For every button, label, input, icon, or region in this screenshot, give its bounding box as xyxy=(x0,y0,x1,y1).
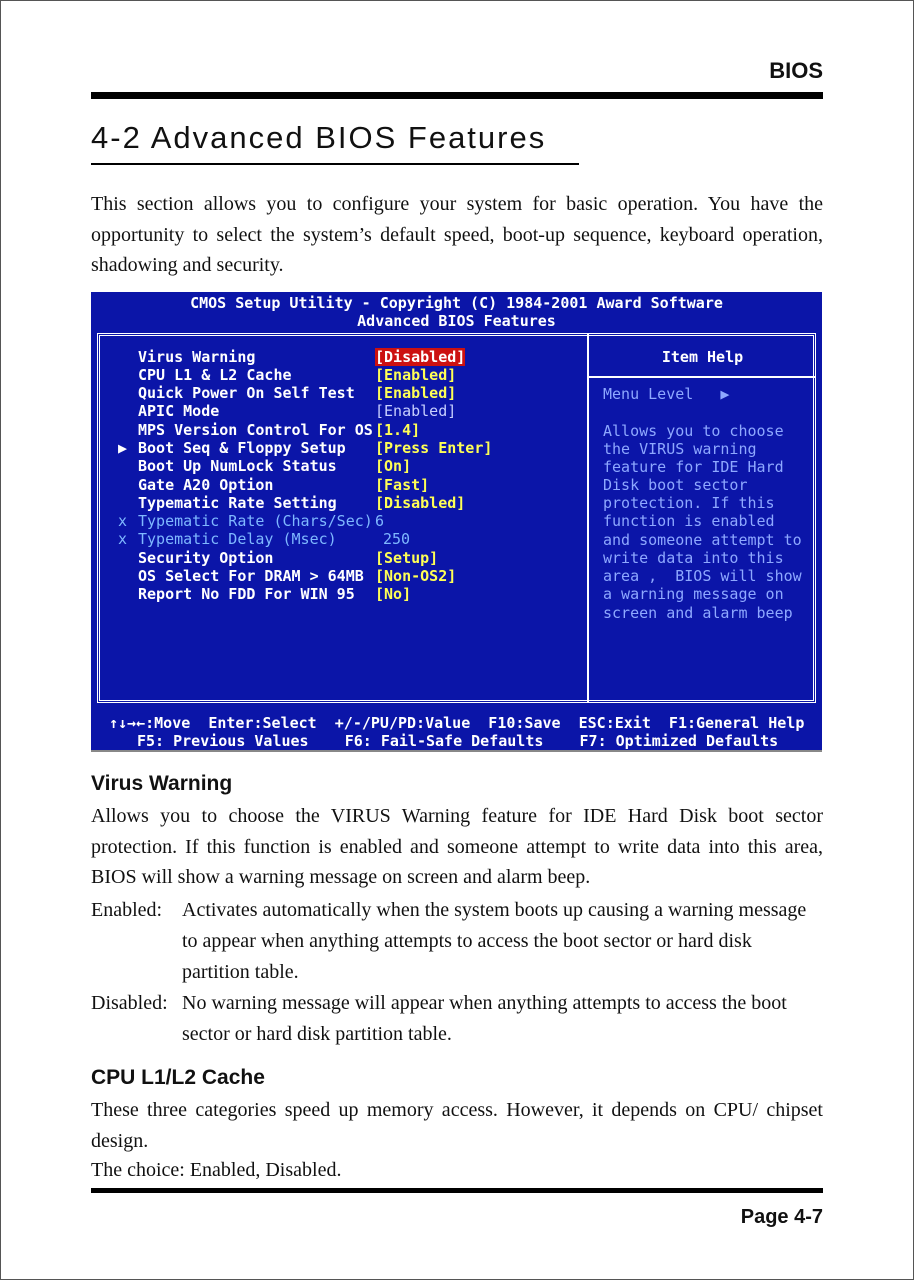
bios-subtitle: Advanced BIOS Features xyxy=(357,312,556,330)
bios-screenshot xyxy=(91,292,822,752)
bios-item-value[interactable] xyxy=(375,348,465,366)
bios-key-help-1: ↑↓→←:Move Enter:Select +/-/PU/PD:Value F10:Save ESC:Exit F1:General Help xyxy=(109,714,805,732)
bios-item-label[interactable]: Gate A20 Option xyxy=(138,476,274,494)
bios-bottom-edge xyxy=(91,750,822,752)
bios-item-value[interactable]: [Fast] xyxy=(375,476,430,494)
virus-warning-text: Allows you to choose the VIRUS Warning feature for IDE Hard Disk boot sector protection. If this function is enabled and someone attempt to write data into this area, BIOS will show a warning message on screen and alarm beep. xyxy=(91,805,823,888)
enabled-term: Enabled: xyxy=(91,899,163,921)
help-line: feature for IDE Hard xyxy=(603,458,784,476)
bios-item-label[interactable]: Typematic Rate Setting xyxy=(138,494,337,512)
bios-item-label[interactable]: Report No FDD For WIN 95 xyxy=(138,585,355,603)
footer-rule xyxy=(91,1188,823,1193)
bios-item-value[interactable]: [1.4] xyxy=(375,421,421,439)
disabled-term: Disabled: xyxy=(91,992,168,1014)
section-title: 4-2 Advanced BIOS Features xyxy=(91,120,547,155)
bios-selected-value[interactable]: [Disabled] xyxy=(375,348,466,366)
bios-item-value[interactable]: [Enabled] xyxy=(375,384,457,402)
disabled-description: No warning message will appear when anything attempts to access the boot sector or hard disk partition table. xyxy=(182,992,787,1045)
cpu-cache-choice: The choice: Enabled, Disabled. xyxy=(91,1159,342,1181)
submenu-arrow-icon: ▶ xyxy=(118,439,128,457)
bios-title: CMOS Setup Utility - Copyright (C) 1984-2001 Award Software xyxy=(190,294,723,312)
bios-item-label[interactable]: Boot Up NumLock Status xyxy=(138,457,337,475)
header-label: BIOS xyxy=(769,58,823,83)
bios-item-value[interactable]: [Disabled] xyxy=(375,494,466,512)
help-line: write data into this xyxy=(603,549,784,567)
bios-item-label[interactable]: MPS Version Control For OS xyxy=(138,421,373,439)
bios-item-value[interactable]: [Press Enter] xyxy=(375,439,493,457)
cpu-cache-text: These three categories speed up memory access. However, it depends on CPU/ chipset design. xyxy=(91,1099,823,1152)
enabled-description: Activates automatically when the system boots up causing a warning message to appear when anything attempts to access the boot sector or hard disk partition table. xyxy=(182,899,807,983)
bios-item-value: 6 xyxy=(375,512,385,530)
help-line: function is enabled xyxy=(603,512,775,530)
bios-item-value: 250 xyxy=(383,530,411,548)
intro-paragraph: This section allows you to configure your system for basic operation. You have the opportunity to select the system’s default speed, boot-up sequence, keyboard operation, shadowing and security. xyxy=(91,193,823,276)
help-line: screen and alarm beep xyxy=(603,604,793,622)
help-line: Allows you to choose xyxy=(603,422,784,440)
title-underline xyxy=(91,163,579,165)
header-rule xyxy=(91,92,823,99)
help-line: and someone attempt to xyxy=(603,531,802,549)
bios-item-value: [Enabled] xyxy=(375,402,457,420)
help-line: protection. If this xyxy=(603,494,775,512)
bios-item-label[interactable]: Quick Power On Self Test xyxy=(138,384,355,402)
help-line: a warning message on xyxy=(603,585,784,603)
item-help-title: Item Help xyxy=(661,348,744,366)
disabled-x-icon: x xyxy=(118,530,128,548)
bios-divider xyxy=(587,333,589,703)
bios-item-label[interactable]: CPU L1 & L2 Cache xyxy=(138,366,292,384)
cpu-cache-heading: CPU L1/L2 Cache xyxy=(91,1066,265,1089)
bios-item-label: Typematic Delay (Msec) xyxy=(138,530,337,548)
virus-warning-heading: Virus Warning xyxy=(91,772,233,795)
disabled-x-icon: x xyxy=(118,512,128,530)
help-line: area , BIOS will show xyxy=(603,567,802,585)
bios-item-label[interactable]: Boot Seq & Floppy Setup xyxy=(138,439,346,457)
menu-level: Menu Level ▶ xyxy=(603,385,730,403)
help-line: the VIRUS warning xyxy=(603,440,757,458)
bios-item-value[interactable]: [Setup] xyxy=(375,549,439,567)
bios-item-label[interactable]: APIC Mode xyxy=(138,402,220,420)
bios-help-separator xyxy=(589,376,816,378)
bios-item-label[interactable]: OS Select For DRAM > 64MB xyxy=(138,567,364,585)
bios-item-value[interactable]: [No] xyxy=(375,585,412,603)
bios-item-label[interactable]: Security Option xyxy=(138,549,274,567)
bios-item-value[interactable]: [Non-OS2] xyxy=(375,567,457,585)
bios-item-value[interactable]: [Enabled] xyxy=(375,366,457,384)
help-line: Disk boot sector xyxy=(603,476,748,494)
bios-item-value[interactable]: [On] xyxy=(375,457,412,475)
page-number: Page 4-7 xyxy=(740,1206,823,1228)
bios-key-help-2: F5: Previous Values F6: Fail-Safe Defaults F7: Optimized Defaults xyxy=(137,732,779,750)
bios-item-label: Typematic Rate (Chars/Sec) xyxy=(138,512,373,530)
bios-item-label[interactable]: Virus Warning xyxy=(138,348,256,366)
